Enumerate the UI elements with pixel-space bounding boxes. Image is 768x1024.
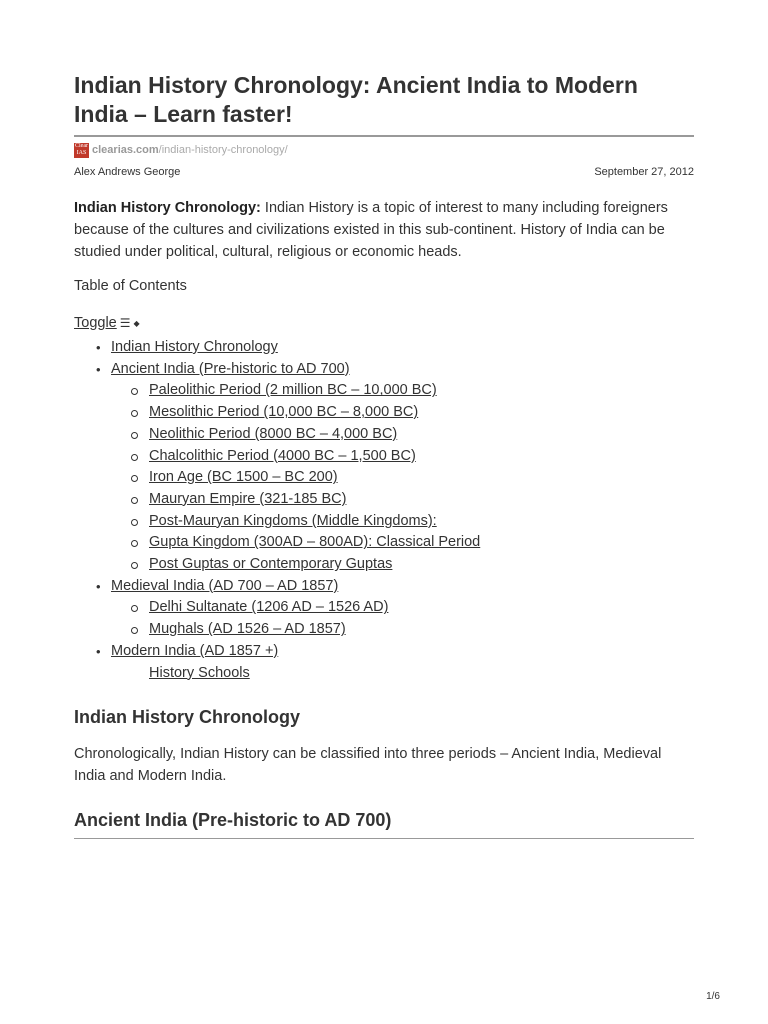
source-link[interactable] xyxy=(92,144,288,156)
toc-item xyxy=(74,424,480,446)
toc-link[interactable]: Gupta Kingdom (300AD – 800AD): Classical Period xyxy=(149,534,481,551)
toc-item xyxy=(74,337,480,359)
toc-item xyxy=(74,554,480,576)
toc-link[interactable]: Modern India (AD 1857 +) xyxy=(111,642,279,659)
toc-list xyxy=(74,337,480,684)
author: Alex Andrews George xyxy=(74,166,181,178)
section-body-chronology: Chronologically, Indian History can be classified into three periods – Ancient India, Medieval India and Modern India. xyxy=(74,746,662,784)
list-icon[interactable]: ☰ xyxy=(119,316,131,330)
toc-link[interactable]: Post Guptas or Contemporary Guptas xyxy=(149,556,393,573)
toc-link[interactable]: Indian History Chronology xyxy=(111,339,278,355)
toc-link[interactable]: History Schools xyxy=(149,664,250,681)
toc-item xyxy=(74,446,480,468)
toc-item xyxy=(74,641,480,663)
toc-link[interactable]: Iron Age (BC 1500 – BC 200) xyxy=(149,469,338,486)
toc-link[interactable]: Mesolithic Period (10,000 BC – 8,000 BC) xyxy=(149,404,419,421)
toc-link[interactable]: Mauryan Empire (321-185 BC) xyxy=(149,490,347,507)
toc-title: Table of Contents xyxy=(74,278,187,294)
source-line xyxy=(74,142,288,158)
toc-item xyxy=(74,467,480,489)
intro-bold-lead: Indian History Chronology: xyxy=(74,200,261,216)
toc-link[interactable]: Delhi Sultanate (1206 AD – 1526 AD) xyxy=(149,599,389,616)
toc-item xyxy=(74,402,480,424)
toc-item xyxy=(74,511,480,533)
caret-icon[interactable]: ◆ xyxy=(133,318,140,328)
toc-link[interactable]: Medieval India (AD 700 – AD 1857) xyxy=(111,577,339,594)
toc-link[interactable]: Post-Mauryan Kingdoms (Middle Kingdoms): xyxy=(149,512,437,529)
intro-text: Indian History is a topic of interest to many including foreigners because of the cultures and civilizations existed in this sub-continent. History of India can be studied under political, cultural, religious or economic heads. xyxy=(74,200,668,260)
toc-link[interactable]: Chalcolithic Period (4000 BC – 1,500 BC) xyxy=(149,447,416,464)
page-number: 1/6 xyxy=(706,991,720,1002)
toc-item xyxy=(74,576,480,598)
clearias-logo-icon: Clear IAS xyxy=(75,143,88,156)
source-path: /indian-history-chronology/ xyxy=(158,144,288,156)
section-divider xyxy=(74,838,694,839)
title-divider xyxy=(74,135,694,137)
toc-toggle-label[interactable]: Toggle xyxy=(74,315,117,331)
section-heading-chronology: Indian History Chronology xyxy=(74,707,301,727)
intro-paragraph xyxy=(74,197,694,263)
toc-item xyxy=(74,489,480,511)
source-domain: clearias.com xyxy=(92,144,159,156)
section-heading-ancient-india: Ancient India (Pre-historic to AD 700) xyxy=(74,810,392,830)
toc-link[interactable]: Ancient India (Pre-historic to AD 700) xyxy=(111,360,350,377)
toc-link[interactable]: Mughals (AD 1526 – AD 1857) xyxy=(149,621,346,638)
toc-item xyxy=(74,663,480,685)
toc-item xyxy=(74,619,480,641)
toc-link[interactable]: Neolithic Period (8000 BC – 4,000 BC) xyxy=(149,425,398,442)
toc-link[interactable]: Paleolithic Period (2 million BC – 10,000 BC) xyxy=(149,382,437,399)
toc-item xyxy=(74,597,480,619)
toc-toggle[interactable] xyxy=(74,315,140,331)
toc-item xyxy=(74,532,480,554)
toc-item xyxy=(74,359,480,381)
publish-date: September 27, 2012 xyxy=(594,166,694,178)
toc-item xyxy=(74,380,480,402)
article-title: Indian History Chronology: Ancient India to Modern India – Learn faster! xyxy=(74,72,638,127)
